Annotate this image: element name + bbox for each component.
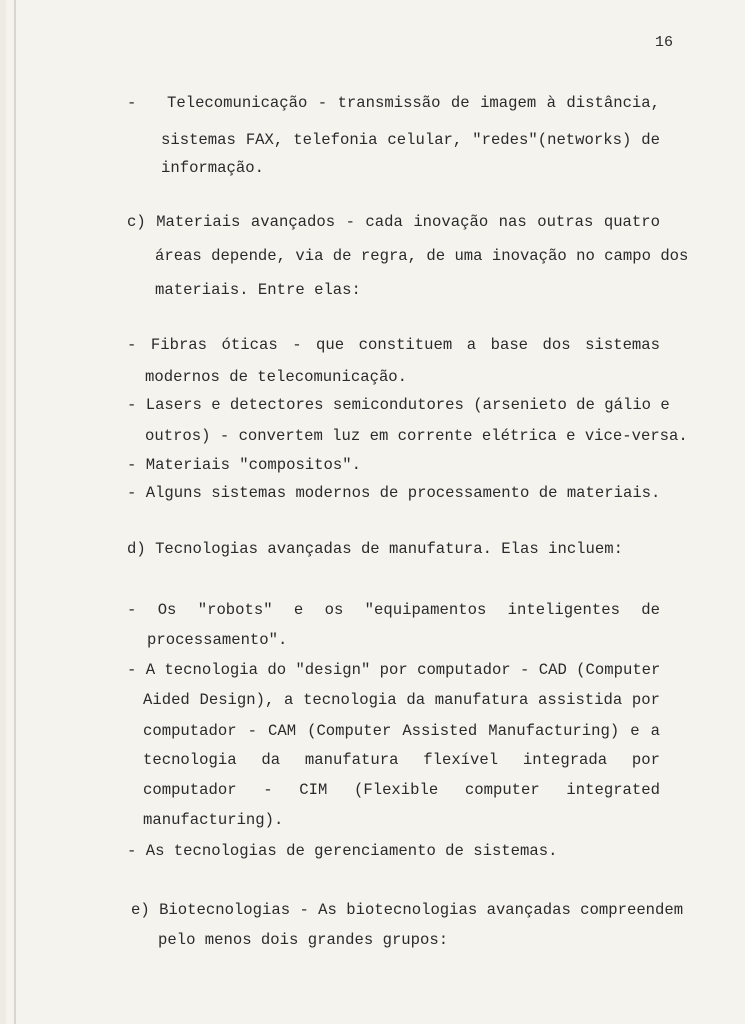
section-e-heading: e) Biotecnologias - As biotecnologias avançadas compreendem: [131, 901, 684, 919]
text-line: manufacturing).: [143, 811, 284, 829]
text-line: computador - CAM (Computer Assisted Manufacturing) e a: [143, 722, 660, 740]
list-item: - Fibras óticas - que constituem a base dos sistemas: [127, 336, 660, 354]
section-c-heading: c) Materiais avançados - cada inovação nas outras quatro: [127, 213, 660, 231]
text-line: sistemas FAX, telefonia celular, "redes"(networks) de: [161, 131, 660, 149]
text-line: informação.: [161, 159, 264, 177]
text-line: outros) - convertem luz em corrente elétrica e vice-versa.: [145, 427, 688, 445]
text-line: computador - CIM (Flexible computer integrated: [143, 781, 660, 799]
list-item: - Materiais "compositos".: [127, 456, 361, 474]
text-line: processamento".: [147, 631, 288, 649]
text-line: pelo menos dois grandes grupos:: [158, 931, 449, 949]
list-item: - Alguns sistemas modernos de processamento de materiais.: [127, 484, 661, 502]
text-line: materiais. Entre elas:: [155, 281, 361, 299]
scan-edge-shadow: [0, 0, 6, 1024]
list-item: - A tecnologia do "design" por computador - CAD (Computer: [127, 661, 661, 679]
scan-edge-line: [14, 0, 16, 1024]
section-d-heading: d) Tecnologias avançadas de manufatura. Elas incluem:: [127, 540, 623, 558]
text-line: áreas depende, via de regra, de uma inovação no campo dos: [155, 247, 689, 265]
text-line: modernos de telecomunicação.: [145, 368, 408, 386]
list-item: - Lasers e detectores semicondutores (arsenieto de gálio e: [127, 396, 670, 414]
text-line: Telecomunicação - transmissão de imagem à distância,: [167, 94, 660, 112]
text-line: Aided Design), a tecnologia da manufatura assistida por: [143, 691, 660, 709]
list-item: - Os "robots" e os "equipamentos inteligentes de: [127, 601, 660, 619]
page-number: 16: [655, 34, 674, 51]
bullet-dash: -: [127, 94, 137, 112]
list-item: - As tecnologias de gerenciamento de sistemas.: [127, 842, 558, 860]
text-line: tecnologia da manufatura flexível integrada por: [143, 751, 660, 769]
